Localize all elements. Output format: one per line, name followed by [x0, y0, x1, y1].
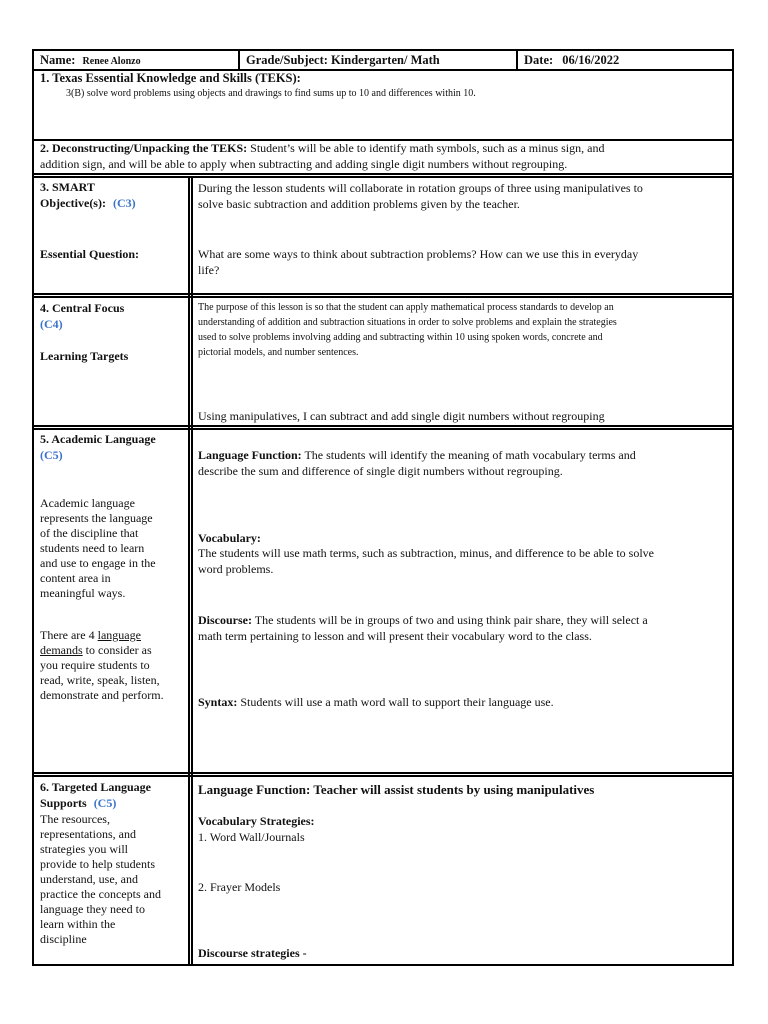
code-c3: (C3): [112, 196, 136, 210]
learning-targets-label: Learning Targets: [40, 349, 129, 363]
vocabulary-strategy-2: 2. Frayer Models: [198, 880, 281, 894]
teks-body: 3(B) solve word problems using objects and drawings to find sums up to 10 and differences within 10.: [66, 88, 476, 99]
syntax: Syntax: Students will use a math word wall to support their language use.: [198, 695, 554, 709]
discourse: Discourse: The students will be in groups of two and using think pair share, they will select a: [198, 613, 648, 627]
code-c4: (C4): [40, 317, 63, 331]
date-value: 06/16/2022: [562, 53, 620, 67]
smart-objective-b: solve basic subtraction and addition problems given by the teacher.: [198, 197, 520, 211]
code-c5: (C5): [40, 448, 63, 462]
language-demands-desc: There are 4 language demands to consider as you require students to read, write, speak, listen, demonstrate and perform.: [40, 628, 164, 702]
learning-target: Using manipulatives, I can subtract and add single digit numbers without regrouping: [198, 409, 605, 423]
smart-objective-a: During the lesson students will collaborate in rotation groups of three using manipulatives to: [198, 181, 643, 195]
academic-language-desc: Academic language represents the language of the discipline that students need to learn and use to engage in the content area in meaningful ways.: [40, 496, 156, 600]
essential-question-a: What are some ways to think about subtraction problems? How can we use this in everyday: [198, 247, 639, 261]
language-demands-term: language: [97, 628, 141, 642]
central-focus-3: used to solve problems involving adding and subtracting within 10 using spoken words, concrete and: [198, 332, 603, 343]
vocabulary-label: Vocabulary:: [198, 531, 261, 545]
name-label: Name:: [40, 53, 76, 67]
lesson-plan-table: [32, 49, 734, 966]
targeted-supports-title: 6. Targeted Language: [40, 780, 152, 794]
discourse-strategies-label: Discourse strategies -: [198, 946, 307, 960]
grade-subject-cell: [240, 51, 518, 70]
central-focus-2: understanding of addition and subtraction situations in order to solve problems and explain the strategies: [198, 317, 617, 328]
discourse-b: math term pertaining to lesson and will present their vocabulary word to the class.: [198, 629, 592, 643]
central-focus-title: 4. Central Focus: [40, 301, 125, 315]
smart-objectives-label: Objective(s): (C3): [40, 196, 136, 210]
language-function-b: describe the sum and difference of single digit numbers without regrouping.: [198, 464, 563, 478]
deconstructing-body-b: addition sign, and will be able to apply when subtracting and adding single digit numbers without regrouping.: [40, 157, 568, 171]
targeted-supports-label: Supports (C5): [40, 796, 117, 810]
name-value: Renee Alonzo: [82, 56, 141, 67]
essential-question-label: Essential Question:: [40, 247, 140, 261]
targeted-supports-desc: The resources, representations, and strategies you will provide to help students understand, use, and practice the concepts and language they need to learn within the discipline: [40, 812, 161, 946]
supports-language-function: Language Function: Teacher will assist students by using manipulatives: [198, 782, 595, 797]
name-cell: [34, 51, 240, 70]
language-function: Language Function: The students will identify the meaning of math vocabulary terms and: [198, 448, 636, 462]
date-cell: [518, 51, 732, 70]
deconstructing-teks: [40, 141, 604, 156]
vocabulary-strategies-label: Vocabulary Strategies:: [198, 814, 315, 828]
code-c5-supports: (C5): [93, 796, 117, 810]
column-divider: [188, 177, 193, 964]
central-focus-4: pictorial models, and number sentences.: [198, 347, 359, 358]
central-focus-1: The purpose of this lesson is so that the student can apply mathematical process standards to develop an: [198, 302, 614, 313]
academic-language-title: 5. Academic Language: [40, 432, 156, 446]
vocabulary-b: word problems.: [198, 562, 274, 576]
smart-title: 3. SMART: [40, 180, 95, 194]
grade-subject: Grade/Subject: Kindergarten/ Math: [246, 53, 440, 67]
teks-title: 1. Texas Essential Knowledge and Skills (TEKS):: [40, 71, 301, 85]
deconstructing-title: 2. Deconstructing/Unpacking the TEKS:: [40, 141, 248, 155]
date-label: Date:: [524, 53, 554, 67]
essential-question-b: life?: [198, 263, 220, 277]
deconstructing-body-a: Student’s will be able to identify math symbols, such as a minus sign, and: [247, 141, 605, 155]
vocabulary-a: The students will use math terms, such as subtraction, minus, and difference to be able to solve: [198, 546, 655, 560]
vocabulary-strategy-1: 1. Word Wall/Journals: [198, 830, 305, 844]
